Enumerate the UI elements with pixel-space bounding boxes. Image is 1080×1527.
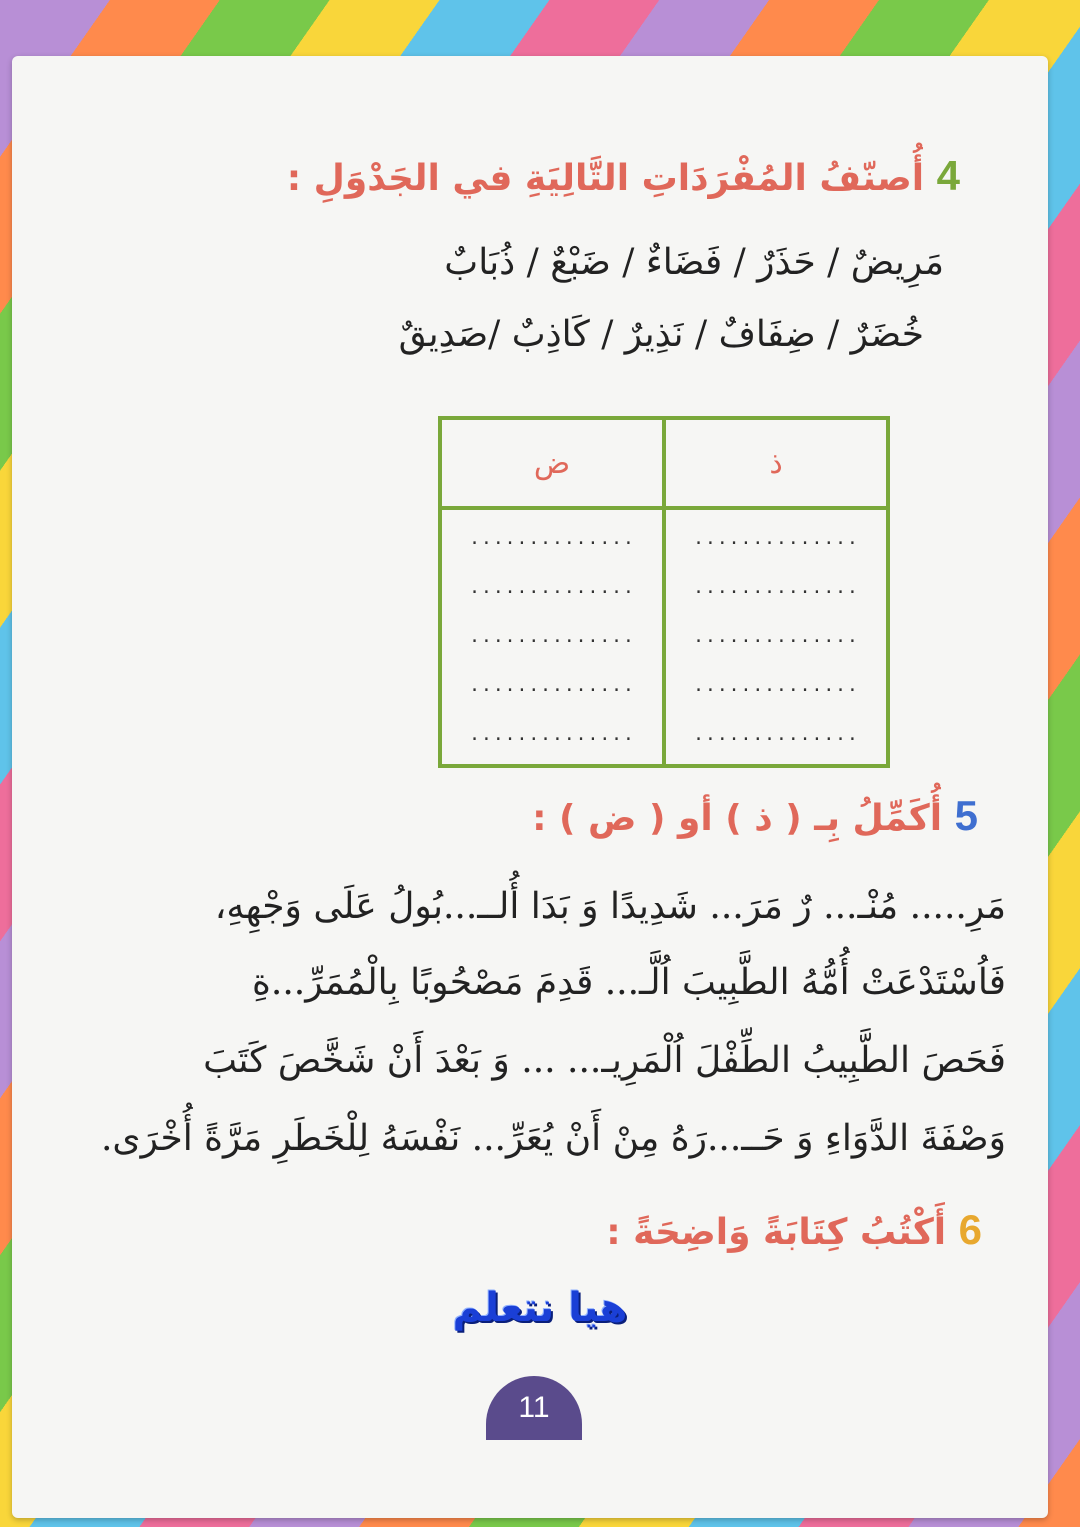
blank-line[interactable]: ..............	[693, 626, 859, 647]
exercise-4-words-line-2: خُضَرٌ / ضِفَافٌ / نَذِيرٌ / كَاذِبٌ /صَدِيقٌ	[398, 314, 924, 355]
blank-line[interactable]: ..............	[693, 528, 859, 549]
dad-column-blanks[interactable]	[440, 508, 664, 766]
table-header-dhal: ذ	[664, 418, 888, 508]
blank-line[interactable]: ..............	[469, 528, 635, 549]
exercise-5-line-2: فَاُسْتَدْعَتْ أُمُّهُ الطَّبِيبَ اُلَّـ... قَدِمَ مَصْحُوبًا بِالْمُمَرِّ...ةِ	[252, 962, 1006, 1003]
blank-line[interactable]: ..............	[469, 724, 635, 745]
exercise-5-title: أُكَمِّلُ بِـ ( ذ ) أو ( ض ) :	[532, 798, 943, 839]
exercise-5-line-3: فَحَصَ الطَّبِيبُ الطِّفْلَ اُلْمَرِيـ... ... وَ بَعْدَ أَنْ شَخَّصَ كَتَبَ	[203, 1040, 1006, 1081]
blank-line[interactable]: ..............	[469, 626, 635, 647]
exercise-6-title: أَكْتُبُ كِتَابَةً وَاضِحَةً :	[606, 1212, 947, 1253]
page-number-badge: 11	[486, 1376, 582, 1440]
table-body-row	[440, 508, 888, 766]
classification-table	[438, 416, 890, 768]
exercise-4-title: أُصنّفُ المُفْرَدَاتِ التَّالِيَةِ في الجَدْوَلِ :	[286, 158, 925, 199]
exercise-5-line-1: مَرِ..... مُنْـ... رٌ مَرَ... شَدِيدًا وَ بَدَا أُلــ...بُولُ عَلَى وَجْهِهِ،	[214, 886, 1006, 927]
blank-line[interactable]: ..............	[469, 675, 635, 696]
blank-line[interactable]: ..............	[693, 675, 859, 696]
table-header-row	[440, 418, 888, 508]
exercise-5-line-4: وَصْفَةَ الدَّوَاءِ وَ حَــ...رَهُ مِنْ أَنْ يُعَرِّ... نَفْسَهُ لِلْخَطَرِ مَرَّةً أُخْرَى.	[100, 1118, 1006, 1159]
exercise-5-number: 5	[954, 792, 978, 839]
blank-line[interactable]: ..............	[693, 577, 859, 598]
exercise-6-number: 6	[958, 1206, 982, 1253]
brand-logo: هيا نتعلم	[452, 1285, 628, 1331]
exercise-4-words-line-1: مَرِيضٌ / حَذَرٌ / فَضَاءٌ / ضَبْعٌ / ذُبَابٌ	[444, 242, 944, 283]
exercise-6-heading	[606, 1206, 982, 1254]
exercise-4-number: 4	[936, 152, 960, 199]
dhal-column-blanks[interactable]	[664, 508, 888, 766]
exercise-5-heading	[532, 792, 978, 840]
exercise-4-heading	[287, 152, 960, 200]
blank-line[interactable]: ..............	[693, 724, 859, 745]
blank-line[interactable]: ..............	[469, 577, 635, 598]
table-header-dad: ض	[440, 418, 664, 508]
